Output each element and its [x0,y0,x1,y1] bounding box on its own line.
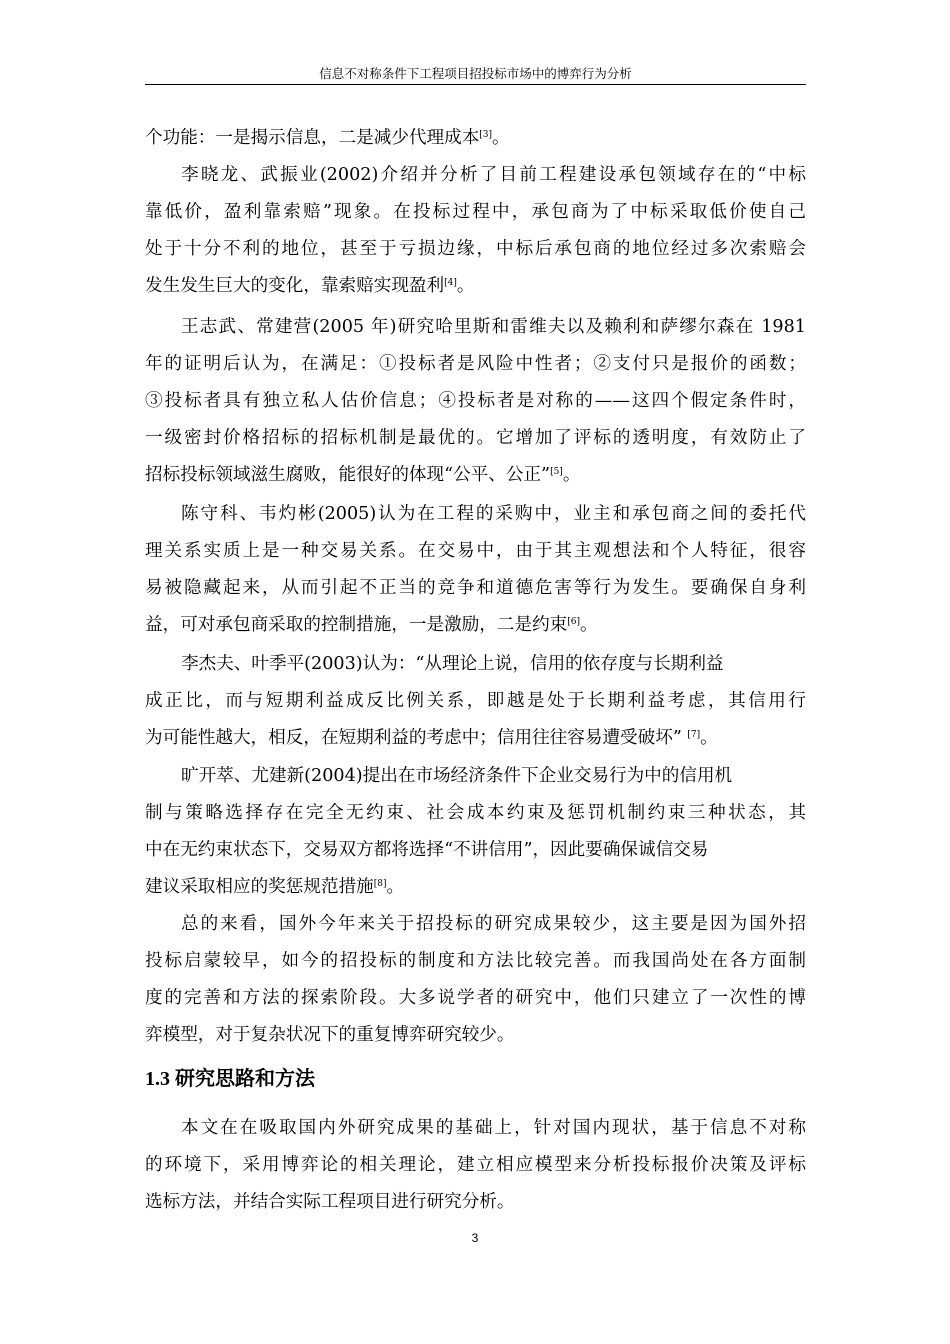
running-header: 信息不对称条件下工程项目招投标市场中的博弈行为分析 [319,66,632,81]
body-line: 处于十分不利的地位，甚至于亏损边缘，中标后承包商的地位经过多次索赔会 [145,239,806,259]
body-line: 的环境下，采用博弈论的相关理论，建立相应模型来分析投标报价决策及评标 [145,1155,806,1175]
page-number: 3 [471,1231,479,1245]
body-line: 招标投标领域滋生腐败，能很好的体现“公平、公正”[5]。 [145,465,581,485]
body-line: 本文在在吸取国内外研究成果的基础上，针对国内现状，基于信息不对称 [181,1118,806,1138]
citation: [4] [444,278,457,288]
body-line: 度的完善和方法的探索阶段。大多说学者的研究中，他们只建立了一次性的博 [145,988,806,1008]
body-line: 一级密封价格招标的招标机制是最优的。它增加了评标的透明度，有效防止了 [145,428,806,448]
body-line: 发生发生巨大的变化，靠索赔实现盈利[4]。 [145,276,475,296]
body-line: 个功能：一是揭示信息，二是减少代理成本[3]。 [145,128,510,148]
body-line: 陈守科、韦灼彬(2005)认为在工程的采购中，业主和承包商之间的委托代 [181,504,806,524]
body-line: 中在无约束状态下，交易双方都将选择“不讲信用”，因此要确保诚信交易 [145,840,709,860]
body-line: 旷开萃、尤建新(2004)提出在市场经济条件下企业交易行为中的信用机 [181,766,733,786]
body-line: 靠低价，盈利靠索赔”现象。在投标过程中，承包商为了中标采取低价使自己 [145,202,806,222]
body-line: 选标方法，并结合实际工程项目进行研究分析。 [145,1192,515,1212]
body-line: 易被隐藏起来，从而引起不正当的竞争和道德危害等行为发生。要确保自身利 [145,578,806,598]
body-line: 投标启蒙较早，如今的招投标的制度和方法比较完善。而我国尚处在各方面制 [145,951,806,971]
body-line: 制与策略选择存在完全无约束、社会成本约束及惩罚机制约束三种状态，其 [145,803,806,823]
body-line: 李晓龙、武振业(2002)介绍并分析了目前工程建设承包领域存在的“中标 [181,165,806,185]
body-line: 王志武、常建营(2005 年)研究哈里斯和雷维夫以及赖利和萨缪尔森在 1981 [181,317,806,337]
header-rule [145,84,806,85]
body-line: 为可能性越大，相反，在短期利益的考虑中；信用往往容易遭受破坏” [7]。 [145,728,718,748]
body-line: 理关系实质上是一种交易关系。在交易中，由于其主观想法和个人特征，很容 [145,541,806,561]
body-line: 总的来看，国外今年来关于招投标的研究成果较少，这主要是因为国外招 [181,914,806,934]
citation: [5] [550,467,563,477]
citation: [3] [479,130,493,140]
citation: [7] [687,730,701,740]
citation: [6] [567,617,581,627]
body-line: 弈模型，对于复杂状况下的重复博弈研究较少。 [145,1025,515,1045]
section-heading: 1.3 研究思路和方法 [145,1068,315,1090]
body-line: 成正比，而与短期利益成反比例关系，即越是处于长期利益考虑，其信用行 [145,691,806,711]
body-line: ③投标者具有独立私人估价信息；④投标者是对称的——这四个假定条件时， [145,391,806,411]
body-line: 年的证明后认为，在满足：①投标者是风险中性者；②支付只是报价的函数； [145,354,806,374]
body-line: 建议采取相应的奖惩规范措施[8]。 [145,877,405,897]
body-line: 益，可对承包商采取的控制措施，一是激励，二是约束[6]。 [145,615,598,635]
body-line: 李杰夫、叶季平(2003)认为：“从理论上说，信用的依存度与长期利益 [181,654,724,674]
citation: [8] [373,879,387,889]
